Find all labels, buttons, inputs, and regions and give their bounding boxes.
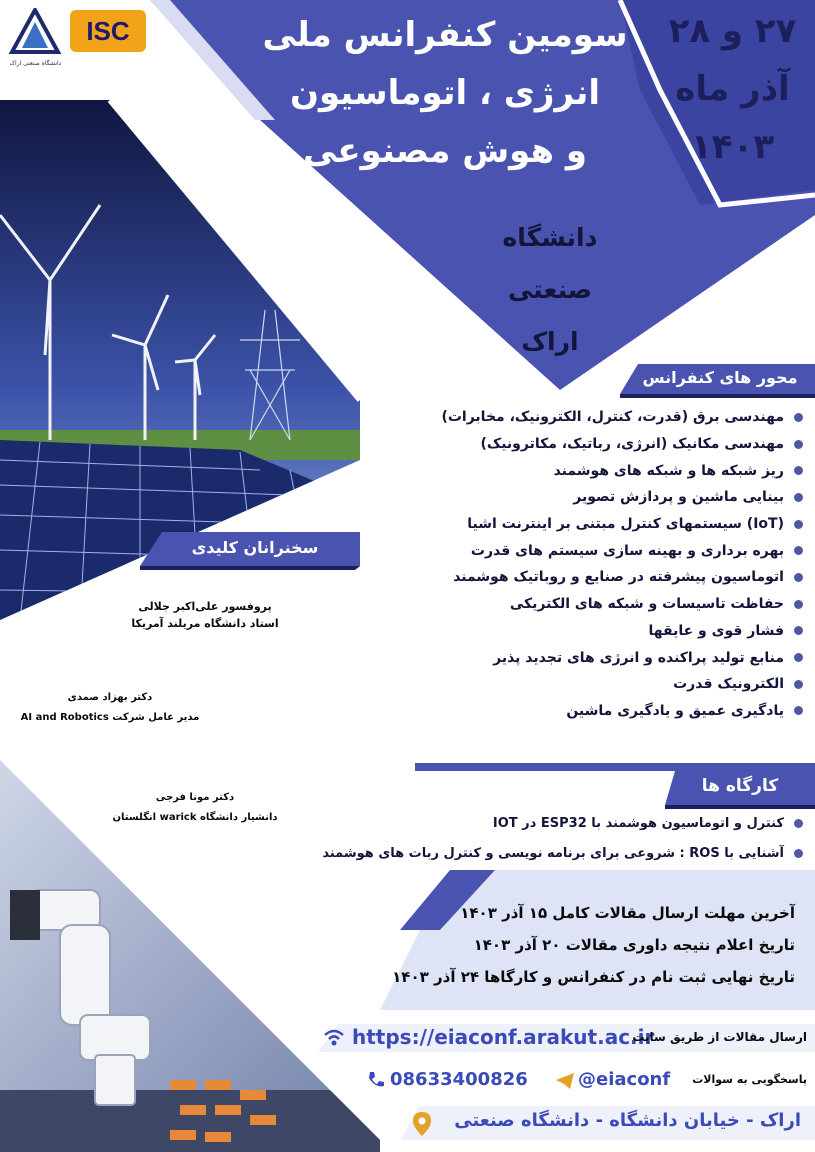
conference-title [250,6,640,180]
speaker-role: استاد دانشگاه مریلند آمریکا [131,617,279,630]
speakers-heading: سخنرانان کلیدی [191,538,319,557]
host-line-1: دانشگاه [502,223,598,252]
phone-number[interactable]: 08633400826 [390,1069,528,1090]
title-line-2: انرژی ، اتوماسیون [289,73,601,113]
title-line-3: و هوش مصنوعی [303,131,587,171]
workshop-item [363,808,803,838]
date-line-1: ۲۷ و ۲۸ [668,11,797,51]
bullet-dot-icon [794,706,803,715]
bullet-dot-icon [794,653,803,662]
workshop-text: کنترل و اتوماسیون هوشمند با ESP32 در IOT [492,815,784,831]
host-line-3: اراک [521,327,579,356]
topic-text: بهره برداری و بهینه سازی سیستم های قدرت [470,542,784,559]
topic-text: فشار قوی و عایقها [648,622,784,639]
host-university [470,212,630,368]
bullet-dot-icon [794,520,803,529]
website-link[interactable]: https://eiaconf.arakut.ac.ir [352,1025,655,1049]
university-logo-caption: دانشگاه صنعتی اراک [9,60,62,67]
speaker-2 [10,688,210,728]
host-line-2: صنعتی [508,275,592,304]
bullet-dot-icon [794,626,803,635]
bullet-dot-icon [794,680,803,689]
topics-list [383,404,803,724]
topic-item [383,431,803,458]
bullet-dot-icon [794,466,803,475]
speaker-1 [70,598,340,632]
topic-text: اتوماسیون پیشرفته در صنایع و روباتیک هوشمند [453,569,784,586]
bullet-dot-icon [794,600,803,609]
date-line-2: آذر ماه [675,69,790,109]
topic-item [383,457,803,484]
social-handle[interactable]: @eiaconf [578,1069,671,1090]
topic-text: بینایی ماشین و پردازش تصویر [573,489,784,506]
deadline-registration: تاریخ نهایی ثبت نام در کنفرانس و کارگاها ۲۴ آذر ۱۴۰۳ [392,968,795,986]
workshops-list [322,808,803,868]
title-line-1: سومین کنفرانس ملی [262,15,628,55]
topic-text: حفاظت تاسیسات و شبکه های الکتریکی [509,596,784,613]
topic-item [383,591,803,618]
speaker-role: مدیر عامل شرکت AI and Robotics [20,712,200,723]
topic-item [383,404,803,431]
bullet-dot-icon [794,573,803,582]
workshops-heading: کارگاه ها [701,776,779,796]
topic-item [383,537,803,564]
topic-text: (IoT) سیستمهای کنترل مبتنی بر اینترنت اشیا [467,516,784,533]
university-logo [8,8,63,78]
deadline-submission: آخرین مهلت ارسال مقالات کامل ۱۵ آذر ۱۴۰۳ [460,904,795,922]
topic-text: مهندسی مکانیک (انرژی، رباتیک، مکاترونیک) [480,436,784,453]
topics-heading: محور های کنفرانس [642,368,798,387]
topic-text: الکترونیک قدرت [673,676,784,693]
isc-logo-icon [70,10,146,52]
bullet-dot-icon [794,849,803,858]
wifi-icon [322,1026,346,1050]
speaker-name: دکتر مونا فرجی [155,792,235,803]
location-pin-icon [410,1111,434,1137]
topic-item [383,671,803,698]
workshop-item [322,838,803,868]
workshop-text: آشنایی با ROS : شروعی برای برنامه نویسی و کنترل ربات های هوشمند [322,845,784,861]
topic-text: ریز شبکه ها و شبکه های هوشمند [553,462,784,479]
topic-item [383,644,803,671]
speaker-name: دکتر بهزاد صمدی [67,692,153,703]
deadline-review: تاریخ اعلام نتیجه داوری مقالات ۲۰ آذر ۱۴۰۳ [473,936,795,954]
conference-date [655,2,810,176]
topic-text: مهندسی برق (قدرت، کنترل، الکترونیک، مخابرات) [441,409,784,426]
speaker-name: پروفسور علی‌اکبر جلالی [138,600,272,613]
bullet-dot-icon [794,440,803,449]
topic-item [383,698,803,725]
speaker-role: دانشیار دانشگاه warick انگلستان [112,812,278,823]
robot-arm-image [0,760,380,1152]
topic-text: منابع تولید پراکنده و انرژی های تجدید پذیر [493,649,784,666]
bullet-dot-icon [794,413,803,422]
questions-label: پاسخگویی به سوالات [692,1073,807,1086]
date-line-3: ۱۴۰۳ [690,127,774,167]
bullet-dot-icon [794,493,803,502]
isc-logo-text: ISC [86,15,130,46]
university-logo-icon [8,8,63,56]
bullet-dot-icon [794,819,803,828]
topic-item [383,618,803,645]
topic-item [383,484,803,511]
address: اراک - خیابان دانشگاه - دانشگاه صنعتی [454,1110,801,1131]
topic-item [383,511,803,538]
topic-item [383,564,803,591]
phone-icon [365,1069,387,1091]
topic-text: یادگیری عمیق و یادگیری ماشین [566,702,784,719]
bullet-dot-icon [794,546,803,555]
submit-label: ارسال مقالات از طریق سایت [632,1030,807,1044]
telegram-icon [554,1070,576,1092]
